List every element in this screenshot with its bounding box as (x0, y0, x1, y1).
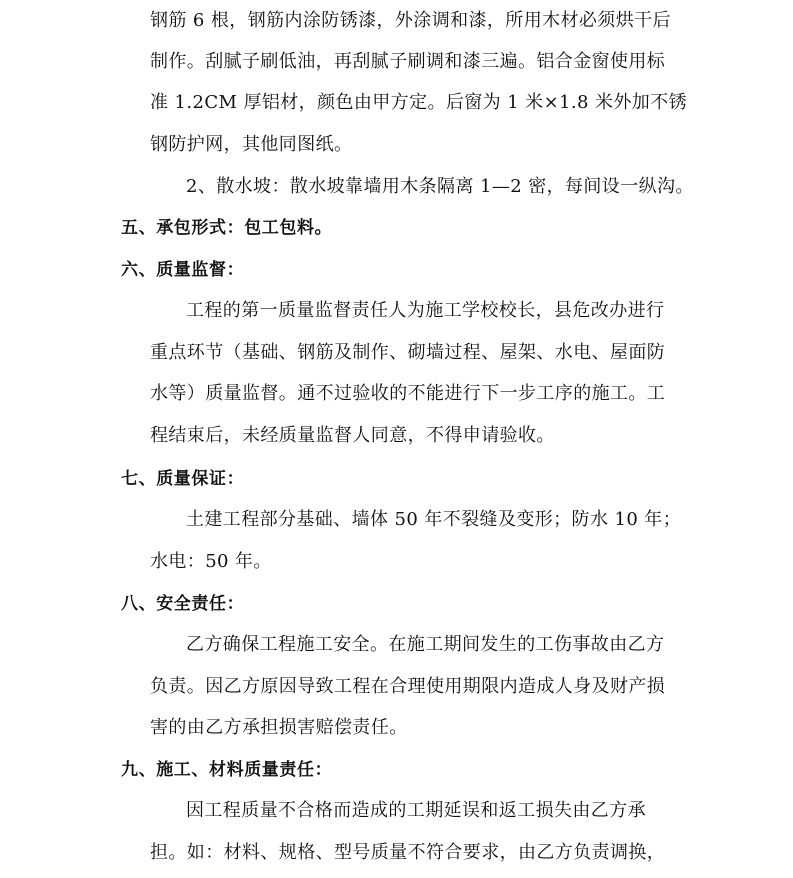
section-heading-8: 八、安全责任： (121, 594, 245, 614)
section-heading-9: 九、施工、材料质量责任： (121, 760, 333, 780)
paragraph-line: 水电：50 年。 (150, 551, 272, 572)
paragraph-line: 负责。因乙方原因导致工程在合理使用期限内造成人身及财产损 (150, 676, 666, 697)
paragraph-line: 担。如：材料、规格、型号质量不符合要求，由乙方负责调换， (150, 842, 666, 863)
paragraph-line: 制作。刮腻子刷低油，再刮腻子刷调和漆三遍。铝合金窗使用标 (150, 51, 666, 72)
paragraph-line: 钢筋 6 根，钢筋内涂防锈漆，外涂调和漆，所用木材必须烘干后 (150, 10, 671, 31)
section-heading-7: 七、质量保证： (121, 469, 245, 489)
paragraph-line: 钢防护网，其他同图纸。 (150, 134, 353, 155)
paragraph-line: 害的由乙方承担损害赔偿责任。 (150, 717, 408, 738)
paragraph-line: 重点环节（基础、钢筋及制作、砌墙过程、屋架、水电、屋面防 (150, 342, 666, 363)
paragraph-line: 工程的第一质量监督责任人为施工学校校长，县危改办进行 (186, 300, 665, 321)
paragraph-line: 因工程质量不合格而造成的工期延误和返工损失由乙方承 (186, 800, 646, 821)
paragraph-line: 水等）质量监督。通不过验收的不能进行下一步工序的施工。工 (150, 383, 666, 404)
section-heading-6: 六、质量监督： (121, 260, 245, 280)
section-heading-5: 五、承包形式：包工包料。 (121, 218, 333, 238)
paragraph-line: 乙方确保工程施工安全。在施工期间发生的工伤事故由乙方 (186, 634, 665, 655)
paragraph-line: 程结束后，未经质量监督人同意，不得申请验收。 (150, 425, 555, 446)
list-item-2: 2、散水坡：散水坡靠墙用木条隔离 1—2 密，每间设一纵沟。 (186, 176, 694, 197)
paragraph-line: 准 1.2CM 厚铝材，颜色由甲方定。后窗为 1 米×1.8 米外加不锈 (150, 92, 687, 113)
paragraph-line: 土建工程部分基础、墙体 50 年不裂缝及变形；防水 10 年； (186, 509, 682, 530)
